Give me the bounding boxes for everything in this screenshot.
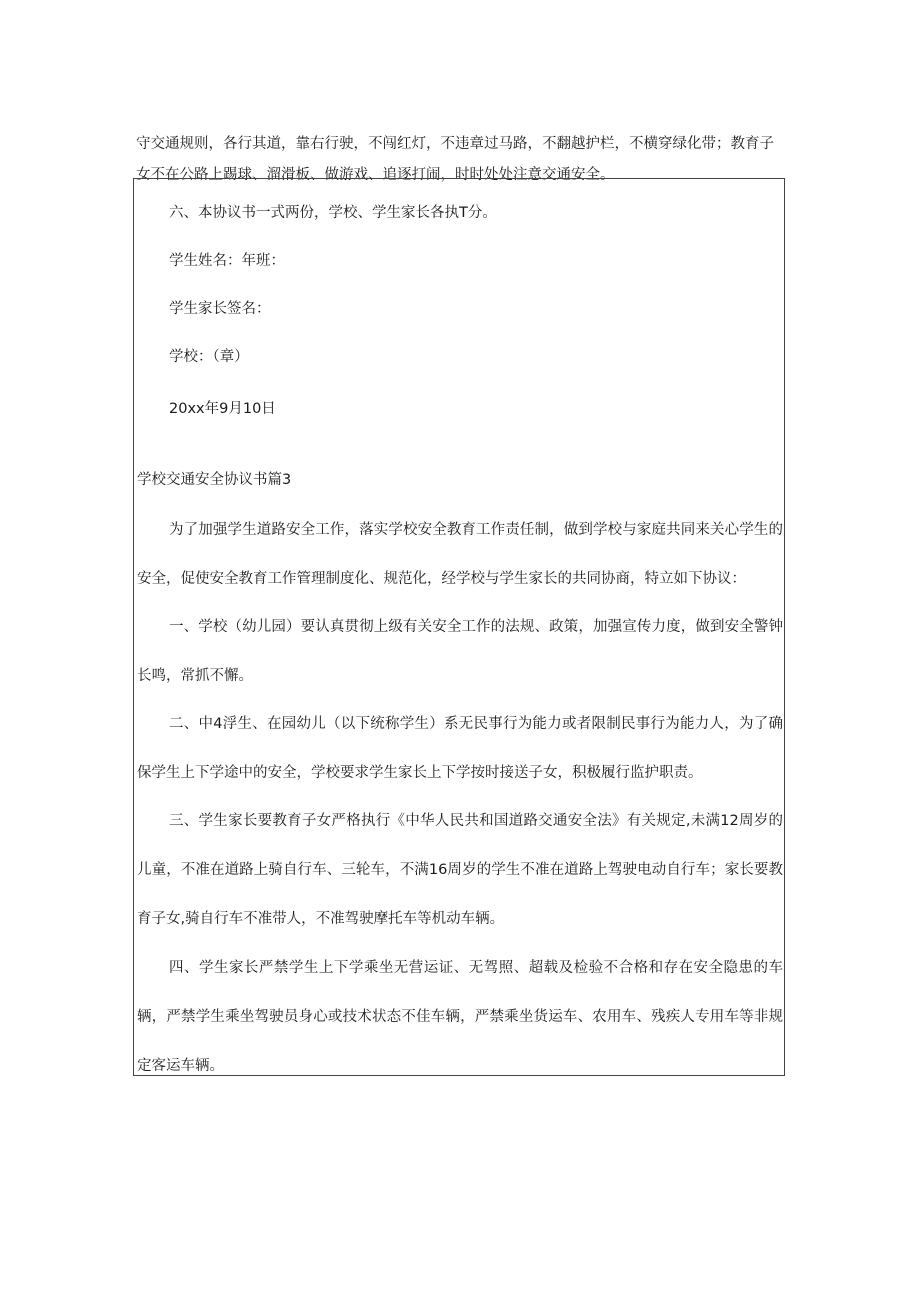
agreement-box: [133, 178, 785, 1076]
clause-one: 一、学校（幼儿园）要认真贯彻上级有关安全工作的法规、政策，加强宣传力度，做到安全警钟长鸣，常抓不懈。: [137, 619, 783, 684]
clause-six: 六、本协议书一式两份，学校、学生家长各执T分。: [169, 205, 497, 221]
parent-signature-line: 学生家长签名：: [169, 301, 271, 317]
clause-three: 三、学生家长要教育子女严格执行《中华人民共和国道路交通安全法》有关规定,未满12周岁的儿童，不准在道路上骑自行车、三轮车，不满16周岁的学生不准在道路上驾驶电动自行车；家长要教育子女,骑自行车不准带人，不准驾驶摩托车等机动车辆。: [137, 813, 783, 927]
student-name-line: 学生姓名：年班：: [169, 253, 285, 269]
date-line: 20xx年9月10日: [169, 401, 276, 417]
intro-paragraph: 为了加强学生道路安全工作，落实学校安全教育工作责任制，做到学校与家庭共同来关心学生的安全，促使安全教育工作管理制度化、规范化，经学校与学生家长的共同协商，特立如下协议：: [137, 522, 783, 587]
section-title: 学校交通安全协议书篇3: [137, 472, 292, 488]
top-paragraph: 守交通规则，各行其道，靠右行驶，不闯红灯，不违章过马路，不翻越护栏，不横穿绿化带；教育子女不在公路上踢球、溜滑板、做游戏、追逐打闹，时时处处注意交通安全。: [136, 136, 774, 183]
clause-two: 二、中4浮生、在园幼儿（以下统称学生）系无民事行为能力或者限制民事行为能力人，为了确保学生上下学途中的安全，学校要求学生家长上下学按时接送子女，积极履行监护职责。: [137, 716, 783, 781]
school-seal-line: 学校：（章）: [169, 349, 249, 365]
clause-four: 四、学生家长严禁学生上下学乘坐无营运证、无驾照、超载及检验不合格和存在安全隐患的车辆，严禁学生乘坐驾驶员身心或技术状态不佳车辆，严禁乘坐货运车、农用车、残疾人专用车等非规定客运车辆。: [137, 960, 783, 1074]
